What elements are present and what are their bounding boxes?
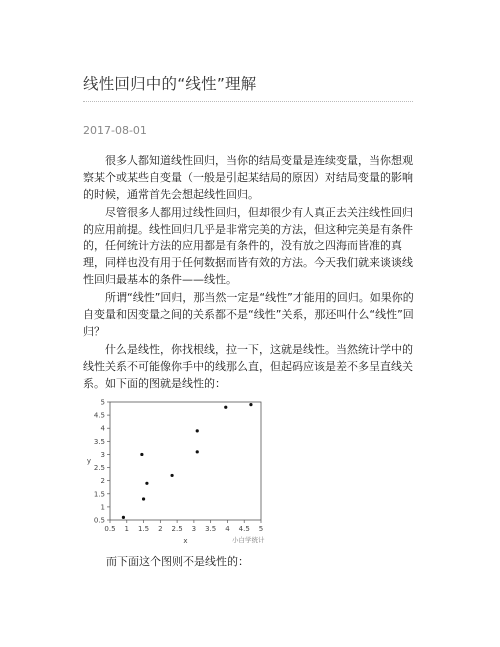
y-tick-label: 4 [100,424,105,433]
plot-frame [110,402,261,520]
y-tick-label: 2 [100,477,105,486]
x-axis-label: x [183,537,188,545]
y-tick-label: 1 [100,503,105,512]
scatter-point [196,429,199,432]
y-axis-label: y [86,457,92,465]
page-title: 线性回归中的“线性”理解 [83,75,257,93]
x-tick-label: 3.5 [205,525,217,533]
x-tick-label: 4.5 [238,525,250,533]
scatter-plot-svg [83,394,273,549]
y-tick-label: 0.5 [93,516,105,525]
y-tick-label: 2.5 [93,464,105,473]
scatter-point [224,406,227,409]
scatter-point [170,474,173,477]
paragraph-what-is-linear: 什么是线性，你找根线，拉一下，这就是线性。当然统计学中的线性关系不可能像你手中的线那么直，但起码应该是差不多呈直线关系。如下面的图就是线性的： [83,343,413,390]
title-divider [83,101,413,102]
x-tick-label: 5 [258,525,264,533]
x-tick-label: 1.5 [137,525,150,533]
scatter-point [196,450,199,453]
watermark-label: 小白学统计 [232,536,265,544]
paragraph-premise: 尽管很多人都用过线性回归，但却很少有人真正去关注线性回归的应用前提。线性回归几乎是非常完美的方法，但这种完美是有条件的，任何统计方法的应用都是有条件的，没有放之四海而皆准的真理，同样也没有用于任何数据而皆有效的方法。今天我们就来谈谈线性回归最基本的条件——线性。 [83,205,413,287]
publish-date: 2017-08-01 [83,124,147,137]
article-body [83,153,419,394]
x-tick-label: 1 [124,525,130,533]
y-tick-label: 5 [100,398,105,407]
paragraph-linear-meaning: 所谓“线性”回归，那当然一定是“线性”才能用的回归。如果你的自变量和因变量之间的关系都不是“线性”关系，那还叫什么“线性”回归？ [83,291,414,338]
x-tick-label: 0.5 [104,525,116,533]
paragraph-nonlinear-intro: 而下面这个图则不是线性的： [106,555,249,568]
x-tick-label: 2.5 [171,525,183,533]
y-tick-label: 4.5 [93,411,105,420]
scatter-point [145,482,148,485]
y-tick-label: 3 [100,450,105,459]
scatter-point [122,516,125,519]
paragraph-intro: 很多人都知道线性回归，当你的结局变量是连续变量，当你想观察某个或某些自变量（一般是引起某结局的原因）对结局变量的影响的时候，通常首先会想起线性回归。 [83,154,413,201]
x-tick-label: 3 [191,525,197,533]
scatter-chart [83,394,273,549]
x-tick-label: 4 [225,525,230,533]
scatter-point [249,403,252,406]
x-tick-label: 2 [158,525,163,533]
y-tick-label: 3.5 [93,437,105,446]
scatter-point [140,453,143,456]
y-tick-label: 1.5 [93,490,105,499]
scatter-point [142,497,145,500]
